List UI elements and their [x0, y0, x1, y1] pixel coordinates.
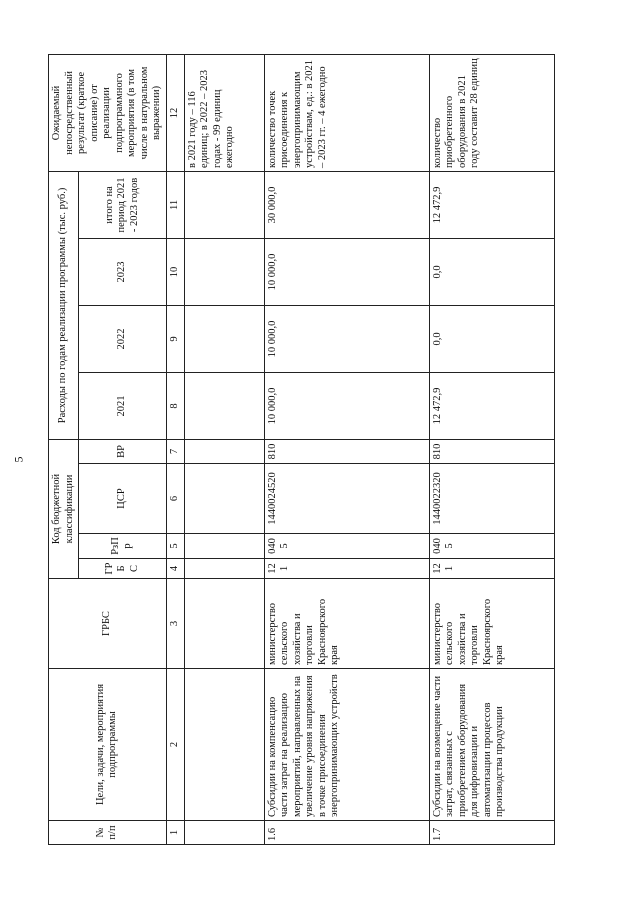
- row-rzpr: 0405: [264, 534, 429, 559]
- header-rzpr: РзПр: [79, 534, 167, 559]
- header-total: итого на период 2021 - 2023 годов: [79, 171, 167, 238]
- row-total: 30 000,0: [264, 171, 429, 238]
- col-number: 6: [166, 464, 184, 534]
- table-row: [429, 54, 554, 844]
- row-name: Субсидии на возмещение части затрат, связанных с приобретением оборудования для цифровизации и автоматизации процессов производства продукции: [429, 669, 554, 821]
- row-grbs-code: 121: [429, 559, 554, 579]
- program-table: [48, 54, 555, 845]
- row-vr: 810: [429, 439, 554, 463]
- col-number: 9: [166, 305, 184, 372]
- col-number: 1: [166, 821, 184, 845]
- row-2021: 12 472,9: [429, 372, 554, 439]
- row-num: 1.6: [264, 821, 429, 845]
- col-number: 12: [166, 54, 184, 171]
- row-2022: 10 000,0: [264, 305, 429, 372]
- header-2021: 2021: [79, 372, 167, 439]
- row-csr: 1440024520: [264, 464, 429, 534]
- header-result: Ожидаемый непосредственный результат (краткое описание) от реализации подпрограммного мероприятия (в том числе в натуральном выражении): [49, 54, 167, 171]
- row-vr: 810: [264, 439, 429, 463]
- row-grbs: министерство сельского хозяйства и торговли Красноярского края: [429, 579, 554, 669]
- row-rzpr: 0405: [429, 534, 554, 559]
- header-vr: ВР: [79, 439, 167, 463]
- col-number: 7: [166, 439, 184, 463]
- row-name: Субсидии на компенсацию части затрат на реализацию мероприятий, направленных на увеличение уровня напряжения в точке присоединения энергопринимающих устройств: [264, 669, 429, 821]
- col-number: 2: [166, 669, 184, 821]
- table-row: [264, 54, 429, 844]
- col-number: 5: [166, 534, 184, 559]
- page-number: 5: [11, 456, 26, 463]
- row-result: количество точек присоединения к энергопринимающим устройствам, ед.: в 2021 – 2023 гг. – 4 ежегодно: [264, 54, 429, 171]
- row-2023: 10 000,0: [264, 238, 429, 305]
- row-total: 12 472,9: [429, 171, 554, 238]
- row-2023: 0,0: [429, 238, 554, 305]
- row-grbs-code: 121: [264, 559, 429, 579]
- col-number: 8: [166, 372, 184, 439]
- col-number: 4: [166, 559, 184, 579]
- col-number: 3: [166, 579, 184, 669]
- row-num: 1.7: [429, 821, 554, 845]
- header-goals: Цели, задачи, мероприятия подпрограммы: [49, 669, 167, 821]
- row-csr: 1440022320: [429, 464, 554, 534]
- row-2021: 10 000,0: [264, 372, 429, 439]
- prev-row-result: в 2021 году – 116 единиц; в 2022 – 2023 годах - 99 единиц ежегодно: [184, 54, 264, 171]
- rotated-page: [48, 0, 640, 845]
- row-result: количество приобретенного оборудования в 2021 году составит 28 единиц: [429, 54, 554, 171]
- row-grbs: министерство сельского хозяйства и торговли Красноярского края: [264, 579, 429, 669]
- header-num: № п/п: [49, 821, 167, 845]
- col-number: 11: [166, 171, 184, 238]
- header-grbs: ГРБС: [49, 579, 167, 669]
- header-expenses: Расходы по годам реализации программы (тыс. руб.): [49, 171, 79, 439]
- header-csr: ЦСР: [79, 464, 167, 534]
- header-2022: 2022: [79, 305, 167, 372]
- col-number: 10: [166, 238, 184, 305]
- header-grbs-code: ГРБ С: [79, 559, 167, 579]
- row-2022: 0,0: [429, 305, 554, 372]
- header-kbk: Код бюджетной классификации: [49, 439, 79, 578]
- header-2023: 2023: [79, 238, 167, 305]
